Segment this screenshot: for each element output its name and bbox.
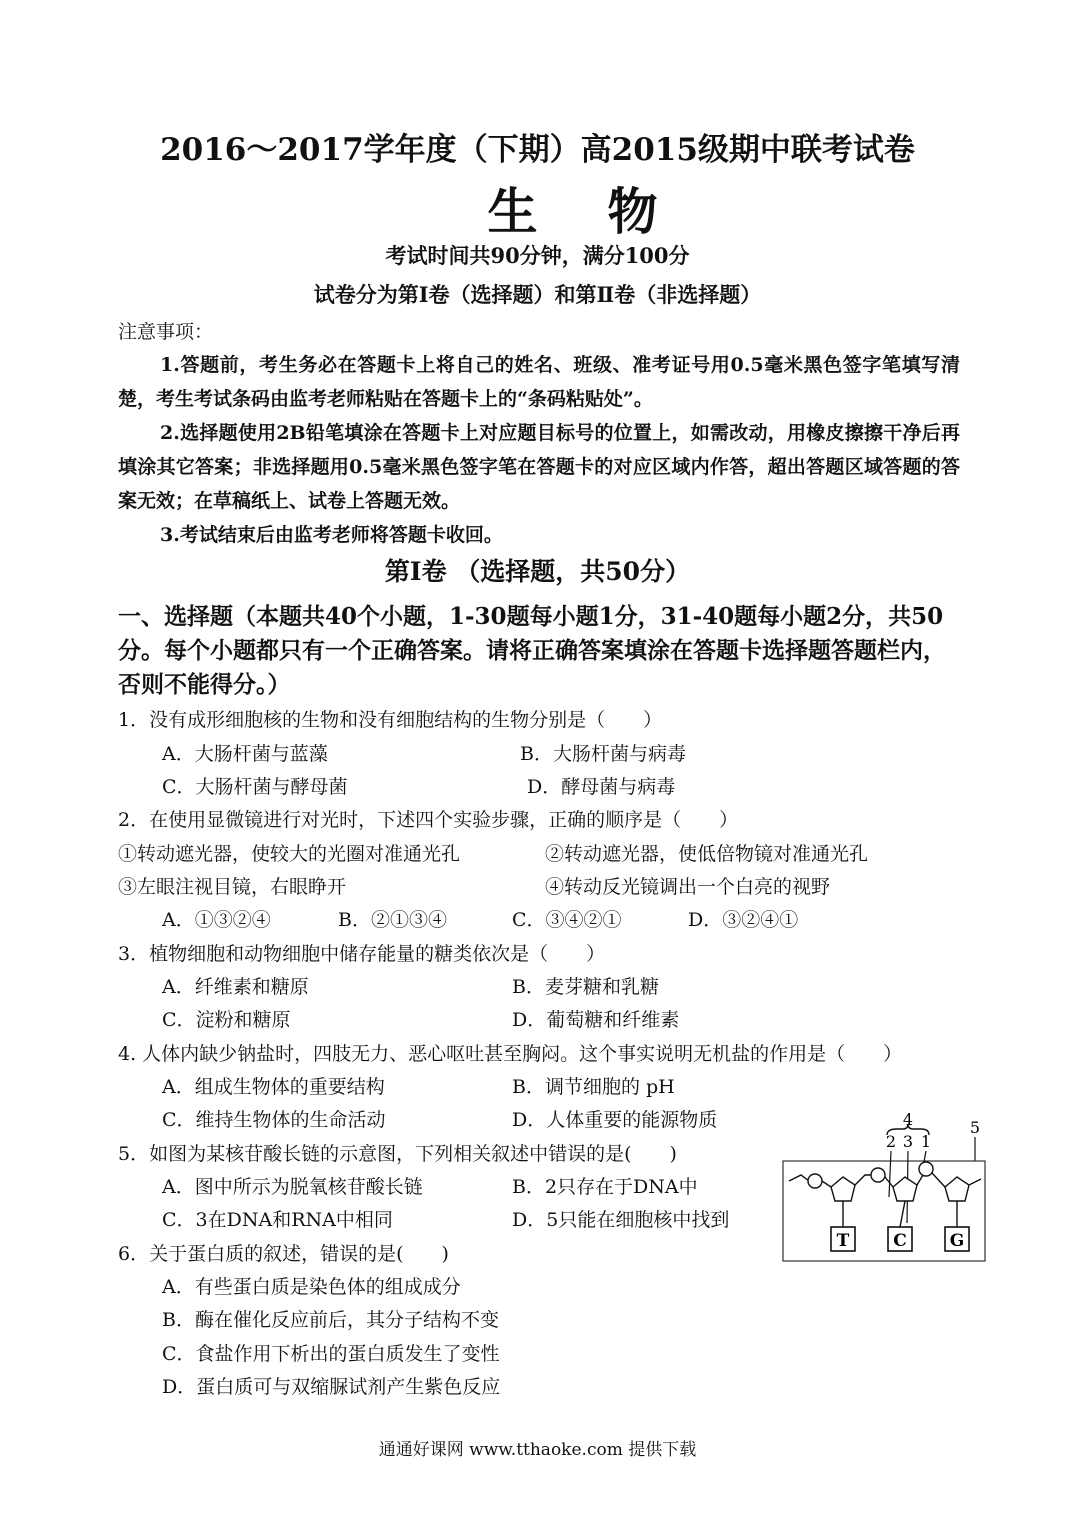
backbone-start (789, 1175, 809, 1181)
q5-option-d: D．5只能在细胞核中找到 (512, 1209, 730, 1231)
q4-option-b: B．调节细胞的 pH (512, 1076, 675, 1098)
phosphate-3 (919, 1162, 933, 1176)
q4-option-c: C．维持生物体的生命活动 (162, 1109, 386, 1131)
section-description: 一、选择题（本题共40个小题，1-30题每小题1分，31-40题每小题2分，共50分。每个小题都只有一个正确答案。请将正确答案填涂在答题卡选择题答题栏内，否则不能得分。） (118, 603, 946, 698)
notice-heading: 注意事项： (118, 321, 214, 343)
q5-option-c: C．3在DNA和RNA中相同 (162, 1209, 393, 1231)
phosphate-2 (871, 1168, 885, 1182)
label-3: 3 (902, 1132, 914, 1151)
question-5-stem: 5．如图为某核苷酸长链的示意图，下列相关叙述中错误的是( ) (118, 1143, 677, 1165)
q2-step-1: ①转动遮光器，使较大的光圈对准通光孔 (118, 843, 461, 865)
subject-title: 生物 (487, 182, 728, 241)
q3-option-c: C．淀粉和糖原 (162, 1009, 291, 1031)
q6-option-a: A．有些蛋白质是染色体的组成成分 (162, 1276, 461, 1298)
q1-option-d: D．酵母菌与病毒 (527, 776, 676, 798)
label-2: 2 (885, 1132, 897, 1151)
q4-option-a: A．组成生物体的重要结构 (162, 1076, 385, 1098)
download-footer: 通通好课网 www.tthaoke.com 提供下载 (378, 1440, 697, 1460)
base-T: T (836, 1231, 850, 1251)
label-2-pointer (889, 1151, 891, 1197)
question-1-stem: 1．没有成形细胞核的生物和没有细胞结构的生物分别是（ ） (118, 709, 663, 731)
q6-option-b: B．酶在催化反应前后，其分子结构不变 (162, 1309, 499, 1331)
q3-option-a: A．纤维素和糖原 (162, 976, 309, 998)
exam-time-info: 考试时间共90分钟，满分100分 (385, 243, 690, 268)
q1-option-a: A．大肠杆菌与蓝藻 (162, 743, 328, 765)
base-link-2 (900, 1201, 905, 1227)
q2-option-a: A．①③②④ (162, 909, 271, 931)
notice-item-3: 3.考试结束后由监考老师将答题卡收回。 (160, 524, 503, 546)
q2-step-2: ②转动遮光器，使低倍物镜对准通光孔 (545, 843, 869, 865)
notice-item-2: 2.选择题使用2B铅笔填涂在答题卡上对应题目标号的位置上，如需改动，用橡皮擦擦干净后再填涂其它答案；非选择题用0.5毫米黑色签字笔在答题卡的对应区域内作答，超出答题区域答题的答案无效；在草稿纸上、试卷上答题无效。 (118, 422, 960, 512)
q4-option-d: D．人体重要的能源物质 (512, 1109, 718, 1131)
section-title: 第Ⅰ卷 （选择题，共50分） (384, 557, 691, 586)
nucleotide-chain-figure (775, 1105, 995, 1265)
label-4: 4 (902, 1110, 914, 1129)
bond-2 (855, 1175, 871, 1185)
paper-structure-info: 试卷分为第Ⅰ卷（选择题）和第Ⅱ卷（非选择题） (313, 282, 762, 307)
sugar-2 (893, 1177, 917, 1201)
q2-option-c: C．③④②① (512, 909, 622, 931)
q3-option-d: D．葡萄糖和纤维素 (512, 1009, 680, 1031)
q3-option-b: B．麦芽糖和乳糖 (512, 976, 659, 998)
bond-4 (917, 1175, 923, 1185)
notice-item-1: 1.答题前，考生务必在答题卡上将自己的姓名、班级、准考证号用0.5毫米黑色签字笔填写清楚，考生考试条码由监考老师粘贴在答题卡上的“条码粘贴处”。 (118, 354, 960, 410)
bond-5 (932, 1173, 945, 1187)
label-5: 5 (969, 1118, 981, 1137)
phosphate-1 (808, 1174, 822, 1188)
q6-option-d: D．蛋白质可与双缩脲试剂产生紫色反应 (162, 1376, 501, 1398)
base-G: G (949, 1231, 965, 1251)
q5-option-b: B．2只存在于DNA中 (512, 1176, 698, 1198)
question-4-stem: 4. 人体内缺少钠盐时，四肢无力、恶心呕吐甚至胸闷。这个事实说明无机盐的作用是（ ） (118, 1043, 903, 1065)
base-C: C (893, 1231, 907, 1251)
exam-title: 2016～2017学年度（下期）高2015级期中联考试卷 (160, 132, 915, 168)
q2-option-b: B．②①③④ (338, 909, 447, 931)
question-3-stem: 3．植物细胞和动物细胞中储存能量的糖类依次是（ ） (118, 943, 606, 965)
backbone-end (969, 1179, 981, 1185)
q2-step-4: ④转动反光镜调出一个白亮的视野 (545, 876, 831, 898)
question-2-stem: 2．在使用显微镜进行对光时，下述四个实验步骤，正确的顺序是（ ） (118, 809, 739, 831)
q2-step-3: ③左眼注视目镜，右眼睁开 (118, 876, 347, 898)
q1-option-b: B．大肠杆菌与病毒 (520, 743, 686, 765)
q6-option-c: C．食盐作用下析出的蛋白质发生了变性 (162, 1343, 500, 1365)
q1-option-c: C．大肠杆菌与酵母菌 (162, 776, 348, 798)
bond-1 (822, 1181, 831, 1187)
sugar-3 (945, 1177, 969, 1201)
q5-option-a: A．图中所示为脱氧核苷酸长链 (162, 1176, 423, 1198)
sugar-1 (831, 1177, 855, 1201)
label-1: 1 (920, 1132, 932, 1151)
question-6-stem: 6．关于蛋白质的叙述，错误的是( ) (118, 1243, 449, 1265)
q2-option-d: D．③②④① (688, 909, 799, 931)
